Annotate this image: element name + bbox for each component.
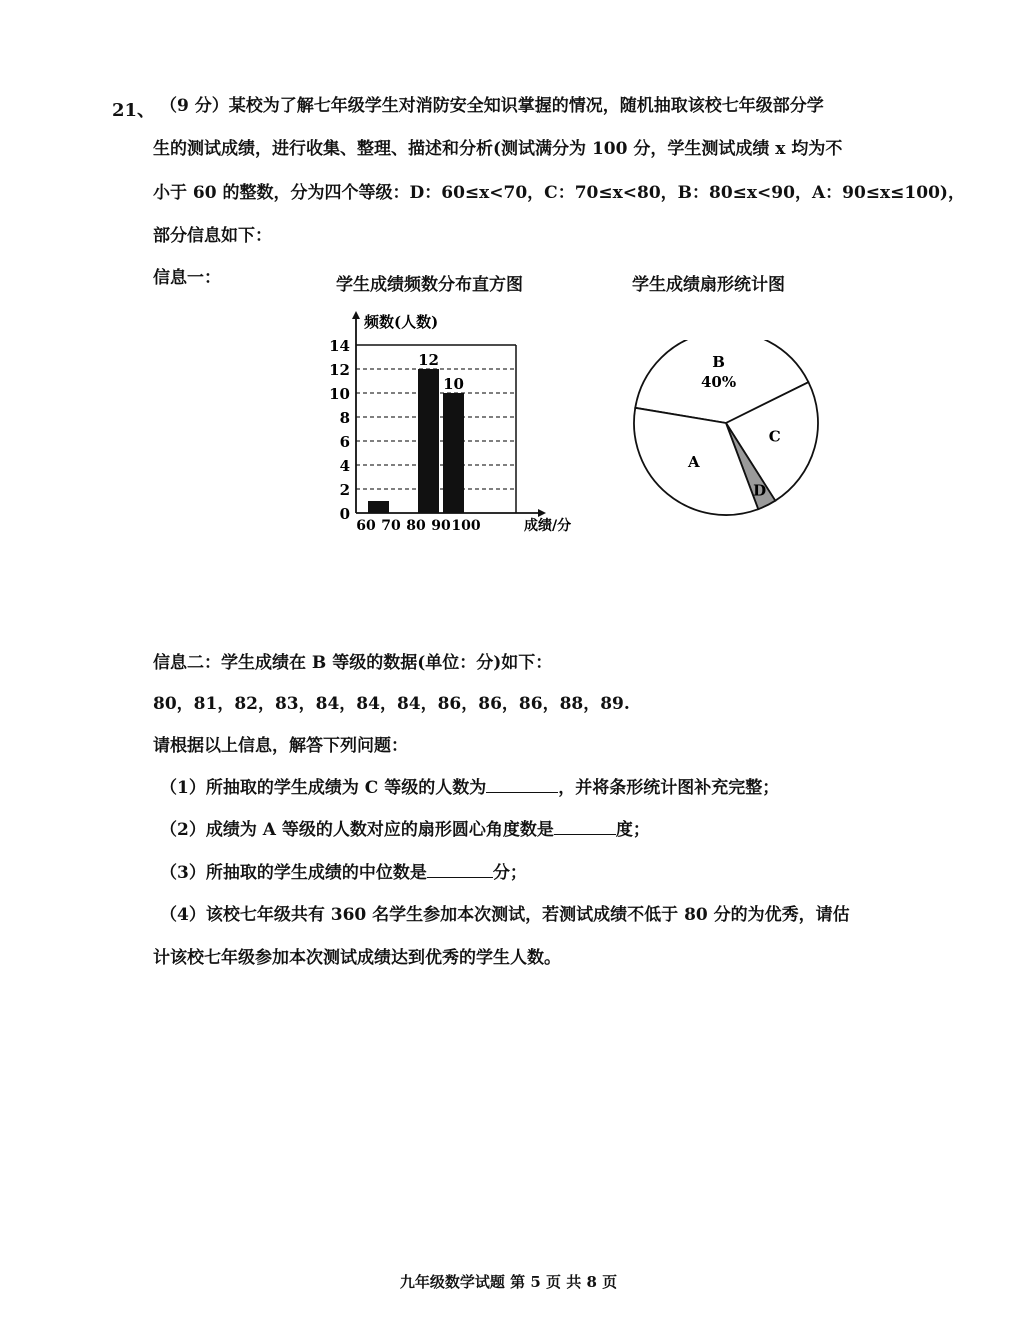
- histogram-chart: [320, 305, 580, 540]
- histogram-y-tick-label: 14: [329, 337, 350, 355]
- histogram-x-arrow: [538, 509, 546, 517]
- question-3: （3）所抽取的学生成绩的中位数是 分；: [160, 863, 527, 883]
- info2-data: 80，81，82，83，84，84，84，86，86，86，88，89.: [153, 694, 630, 714]
- answer-blank-2[interactable]: [554, 818, 616, 835]
- histogram-y-axis-label: 频数(人数): [364, 313, 439, 331]
- pie-slice-name: B: [712, 352, 725, 371]
- histogram-y-arrow: [352, 311, 360, 319]
- page-footer: 九年级数学试题 第 5 页 共 8 页: [399, 1273, 618, 1291]
- info2-text: 信息二：学生成绩在 B 等级的数据(单位：分)如下：: [153, 653, 553, 673]
- histogram-bar-label: 10: [443, 375, 464, 393]
- histogram-bar: [443, 393, 464, 513]
- histogram-x-axis-label: 成绩/分: [524, 518, 572, 534]
- histogram-x-tick-label: 90: [431, 518, 451, 534]
- histogram-y-tick-label: 8: [339, 409, 350, 427]
- histogram-bar: [368, 501, 389, 513]
- histogram-y-tick-label: 6: [339, 433, 350, 451]
- answer-blank-3[interactable]: [427, 861, 493, 878]
- question-4-line-1: （4）该校七年级共有 360 名学生参加本次测试，若测试成绩不低于 80 分的为优秀，请估: [160, 905, 850, 925]
- histogram-title: 学生成绩频数分布直方图: [336, 275, 523, 295]
- question-number: 21、: [112, 100, 156, 121]
- histogram-bar: [418, 369, 439, 513]
- instructions: 请根据以上信息，解答下列问题：: [153, 736, 408, 756]
- question-text-line-2: 生的测试成绩，进行收集、整理、描述和分析(测试满分为 100 分，学生测试成绩 x 均为不: [153, 139, 843, 159]
- question-text-line-4: 部分信息如下：: [153, 226, 272, 246]
- histogram-x-tick-label: 70: [381, 518, 401, 534]
- histogram-x-tick-label: 80: [406, 518, 426, 534]
- histogram-y-tick-label: 10: [329, 385, 350, 403]
- histogram-y-tick-label: 12: [329, 361, 350, 379]
- pie-slice-name: C: [768, 427, 781, 446]
- info1-label: 信息一：: [153, 268, 221, 288]
- answer-blank-1[interactable]: [486, 776, 558, 793]
- question-1: （1）所抽取的学生成绩为 C 等级的人数为 ，并将条形统计图补充完整；: [160, 778, 780, 798]
- pie-title: 学生成绩扇形统计图: [632, 275, 785, 295]
- histogram-x-tick-label: 100: [451, 518, 481, 534]
- histogram-y-tick-label: 4: [339, 457, 350, 475]
- question-text-line-1: （9 分）某校为了解七年级学生对消防安全知识掌握的情况，随机抽取该校七年级部分学: [160, 96, 824, 116]
- pie-slice-percent: 40%: [701, 372, 737, 391]
- question-text-line-3: 小于 60 的整数，分为四个等级：D：60≤x<70，C：70≤x<80，B：80≤x<90，A：90≤x≤100)，: [153, 183, 965, 203]
- pie-slice-name: D: [753, 481, 767, 500]
- question-4-line-2: 计该校七年级参加本次测试成绩达到优秀的学生人数。: [153, 948, 561, 968]
- histogram-x-tick-label: 60: [356, 518, 376, 534]
- histogram-bar-label: 12: [418, 351, 439, 369]
- pie-slice-name: A: [687, 453, 700, 472]
- pie-chart: [625, 340, 825, 520]
- histogram-y-tick-label: 2: [339, 481, 350, 499]
- question-2: （2）成绩为 A 等级的人数对应的扇形圆心角度数是 度；: [160, 820, 650, 840]
- histogram-y-tick-label: 0: [339, 505, 350, 523]
